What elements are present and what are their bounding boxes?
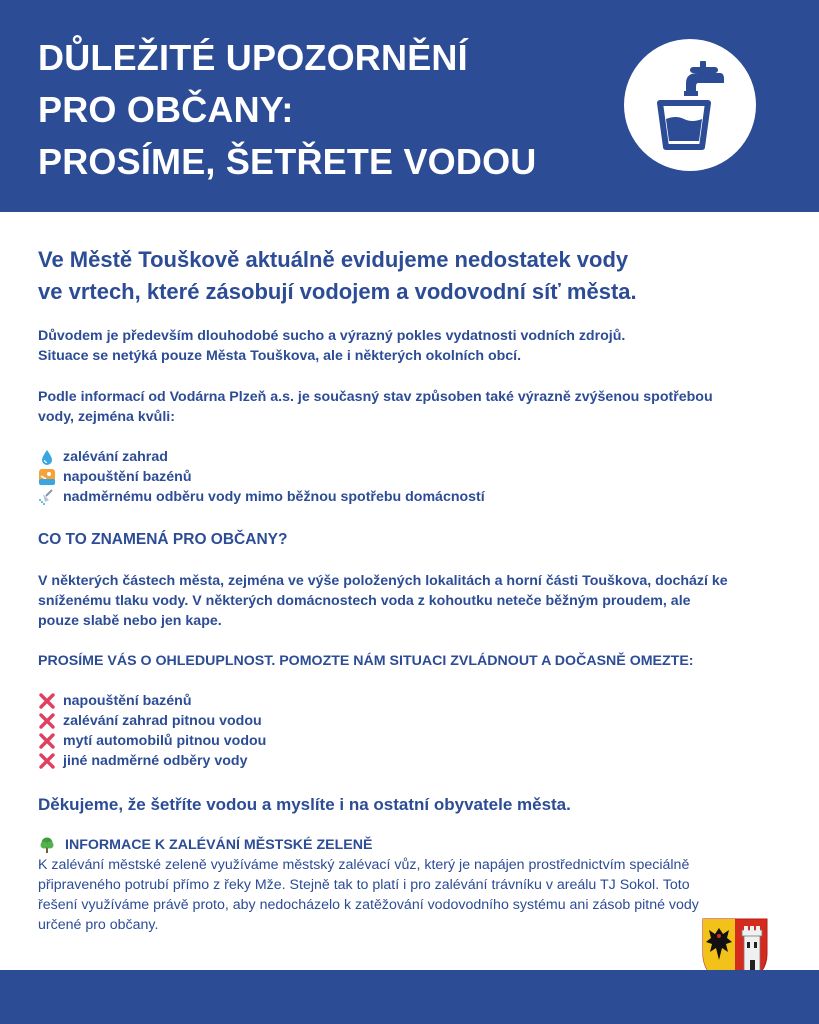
restriction-item-label: mytí automobilů pitnou vodou: [63, 733, 267, 749]
shower-icon: [38, 488, 56, 506]
info-line-3: řešení využíváme právě proto, aby nedocházelo k zatěžování vodovodního systému ani zásob pitné vody: [38, 897, 699, 913]
cause-paragraph: [38, 387, 788, 427]
header-banner: [0, 0, 819, 212]
title-line-3: PROSÍME, ŠETŘETE VODOU: [38, 141, 537, 182]
info-line-1: K zalévání městské zeleně využíváme městský zalévací vůz, který je napájen prostřednictvím speciálně: [38, 857, 690, 873]
cause-list: [38, 447, 788, 507]
cause-line-2: vody, zejména kvůli:: [38, 409, 175, 425]
droplet-icon: [38, 448, 56, 466]
meaning-line-3: pouze slabě nebo jen kape.: [38, 613, 222, 629]
footer-banner: [0, 970, 819, 1024]
cause-line-1: Podle informací od Vodárna Plzeň a.s. je současný stav způsoben také výrazně zvýšenou spotřebou: [38, 389, 713, 405]
info-line-4: určené pro občany.: [38, 917, 159, 933]
meaning-line-1: V některých částech města, zejména ve výše položených lokalitách a horní části Touškova, dochází ke: [38, 573, 728, 589]
list-item: [38, 711, 788, 731]
cause-item-label: zalévání zahrad: [63, 449, 168, 465]
list-item: [38, 691, 788, 711]
info-heading-text: INFORMACE K ZALÉVÁNÍ MĚSTSKÉ ZELENĚ: [65, 837, 373, 853]
list-item: [38, 467, 788, 487]
main-content: [38, 244, 788, 935]
cause-item-label: nadměrnému odběru vody mimo běžnou spotřebu domácností: [63, 489, 485, 505]
restriction-item-label: jiné nadměrné odběry vody: [63, 753, 248, 769]
restriction-list: [38, 691, 788, 771]
info-paragraph: [38, 855, 788, 935]
list-item: [38, 731, 788, 751]
list-item: [38, 751, 788, 771]
cross-icon: [38, 732, 56, 750]
pool-icon: [38, 468, 56, 486]
meaning-line-2: sníženému tlaku vody. V některých domácnostech voda z kohoutku neteče běžným proudem, ale: [38, 593, 691, 609]
info-heading: [38, 835, 788, 855]
reason-line-1: Důvodem je především dlouhodobé sucho a výrazný pokles vydatnosti vodních zdrojů.: [38, 328, 626, 344]
lead-line-2: ve vrtech, které zásobují vodojem a vodovodní síť města.: [38, 279, 637, 304]
tree-icon: [38, 836, 56, 854]
reason-line-2: Situace se netýká pouze Města Touškova, ale i některých okolních obcí.: [38, 348, 522, 364]
reason-paragraph: [38, 326, 788, 366]
meaning-paragraph: [38, 571, 788, 631]
lead-line-1: Ve Městě Touškově aktuálně evidujeme nedostatek vody: [38, 247, 629, 272]
info-line-2: připraveného potrubí přímo z řeky Mže. Stejně tak to platí i pro zalévání trávníku v areálu TJ Sokol. Toto: [38, 877, 690, 893]
water-tap-icon: [624, 39, 756, 171]
cause-item-label: napouštění bazénů: [63, 469, 192, 485]
meaning-heading: CO TO ZNAMENÁ PRO OBČANY?: [38, 531, 288, 548]
title-line-1: DŮLEŽITÉ UPOZORNĚNÍ: [38, 37, 468, 78]
restriction-item-label: zalévání zahrad pitnou vodou: [63, 713, 262, 729]
lead-text: [38, 244, 788, 308]
restriction-item-label: napouštění bazénů: [63, 693, 192, 709]
list-item: [38, 487, 788, 507]
cross-icon: [38, 692, 56, 710]
thanks-text: Děkujeme, že šetříte vodou a myslíte i na ostatní obyvatele města.: [38, 795, 571, 814]
cross-icon: [38, 752, 56, 770]
title-line-2: PRO OBČANY:: [38, 89, 294, 130]
list-item: [38, 447, 788, 467]
cross-icon: [38, 712, 56, 730]
request-heading: PROSÍME VÁS O OHLEDUPLNOST. POMOZTE NÁM SITUACI ZVLÁDNOUT A DOČASNĚ OMEZTE:: [38, 653, 694, 669]
page-title: [38, 32, 536, 188]
